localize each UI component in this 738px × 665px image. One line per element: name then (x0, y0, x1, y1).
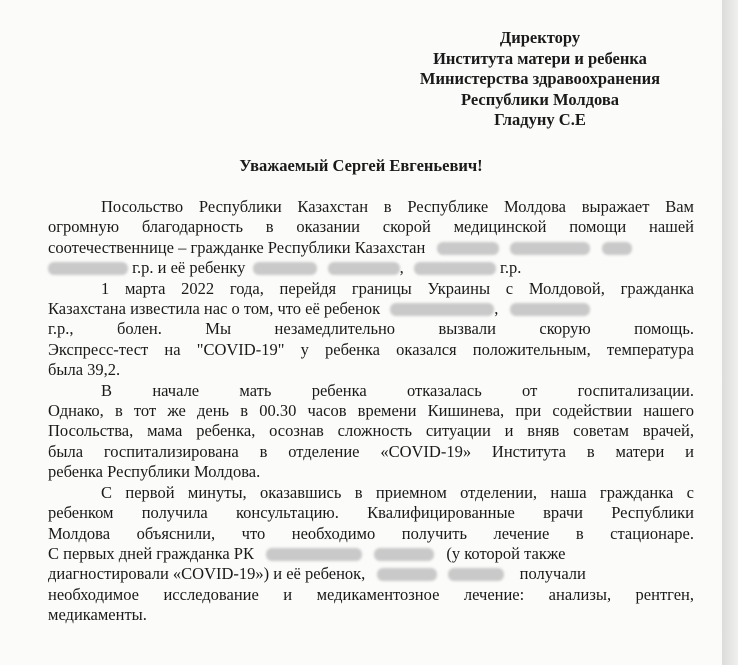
redacted-date (48, 262, 128, 275)
addressee-title: Директору (499, 28, 581, 47)
p1-line-4-comma: , (399, 258, 404, 278)
salutation: Уважаемый Сергей Евгеньевич! (239, 156, 483, 175)
p2-line-1: 1 марта 2022 года, перейдя границы Украины с Молдовой, гражданка (101, 278, 694, 298)
letter-body (48, 197, 694, 626)
p1-line-3-text: соотечественнице – гражданке Республики Казахстан (48, 237, 426, 257)
addressee-institute: Института матери и ребенка (433, 48, 647, 68)
p3-line-1: В начале мать ребенка отказалась от госпитализации. (101, 380, 694, 400)
p4-line-6: необходимое исследование и медикаментозное лечение: анализы, рентген, (48, 584, 694, 604)
redacted-name (390, 303, 494, 316)
redacted-name (253, 262, 317, 275)
redacted-name (448, 568, 504, 581)
p2-line-4: Экспресс-тест на "COVID-19" у ребенка оказался положительным, температура (48, 339, 694, 359)
p4-line-3: Молдова объяснили, что необходимо получить лечение в стационаре. (48, 523, 694, 543)
p3-line-3: Посольства, мама ребенка, осознав сложность ситуации и вняв советам врачей, (48, 421, 694, 441)
paragraph-2 (48, 279, 694, 381)
redacted-name (328, 262, 400, 275)
paragraph-3 (48, 381, 694, 483)
p3-line-2: Однако, в тот же день в 00.30 часов времени Кишинева, при содействии нашего (48, 401, 694, 421)
redacted-name (377, 568, 437, 581)
p1-line-4 (48, 258, 694, 278)
redacted-name (266, 548, 362, 561)
p2-line-2 (48, 299, 694, 319)
addressee-country: Республики Молдова (461, 89, 619, 109)
redacted-name (602, 242, 632, 255)
p3-line-4: была госпитализирована в отделение «COVID-19» Института в матери и (48, 441, 694, 461)
addressee-block (370, 28, 710, 131)
p4-line-7: медикаменты. (48, 605, 147, 625)
redacted-name (510, 242, 590, 255)
p4-line-1: С первой минуты, оказавшись в приемном отделении, наша гражданка с (101, 482, 694, 502)
paragraph-4 (48, 483, 694, 626)
p4-line-4-text-a: С первых дней гражданка РК (48, 543, 254, 563)
p2-line-5: была 39,2. (48, 360, 121, 380)
p4-line-4 (48, 544, 694, 564)
p4-line-5 (48, 564, 694, 584)
p1-line-1: Посольство Республики Казахстан в Республике Молдова выражает Вам (101, 197, 694, 216)
addressee-ministry: Министерства здравоохранения (419, 69, 661, 88)
p4-line-5-text-a: диагностировали «COVID-19») и её ребенок, (48, 564, 366, 584)
p2-line-2-text: Казахстана известила нас о том, что её ребенок (48, 299, 381, 319)
redacted-name (374, 548, 434, 561)
page-edge (722, 0, 738, 665)
addressee-name: Гладуну С.Е (494, 110, 586, 129)
redacted-date (414, 262, 496, 275)
redacted-name (510, 303, 590, 316)
p2-line-3: г.р., болен. Мы незамедлительно вызвали скорую помощь. (48, 319, 694, 339)
p4-line-2: ребенком получила консультацию. Квалифицированные врачи Республики (48, 503, 694, 523)
p2-line-2-comma: , (494, 299, 499, 319)
p1-line-3 (48, 238, 694, 258)
p1-line-4-text-a: г.р. и её ребенку (132, 258, 246, 278)
p1-line-2: огромную благодарность в оказании скорой медицинской помощи нашей (48, 217, 694, 237)
p4-line-4-text-b: (у которой также (446, 543, 566, 563)
paragraph-1 (48, 197, 694, 279)
p1-line-4-text-c: г.р. (499, 258, 522, 278)
p4-line-5-text-b: получали (519, 564, 586, 584)
redacted-name (437, 242, 499, 255)
p3-line-5: ребенка Республики Молдова. (48, 462, 261, 482)
